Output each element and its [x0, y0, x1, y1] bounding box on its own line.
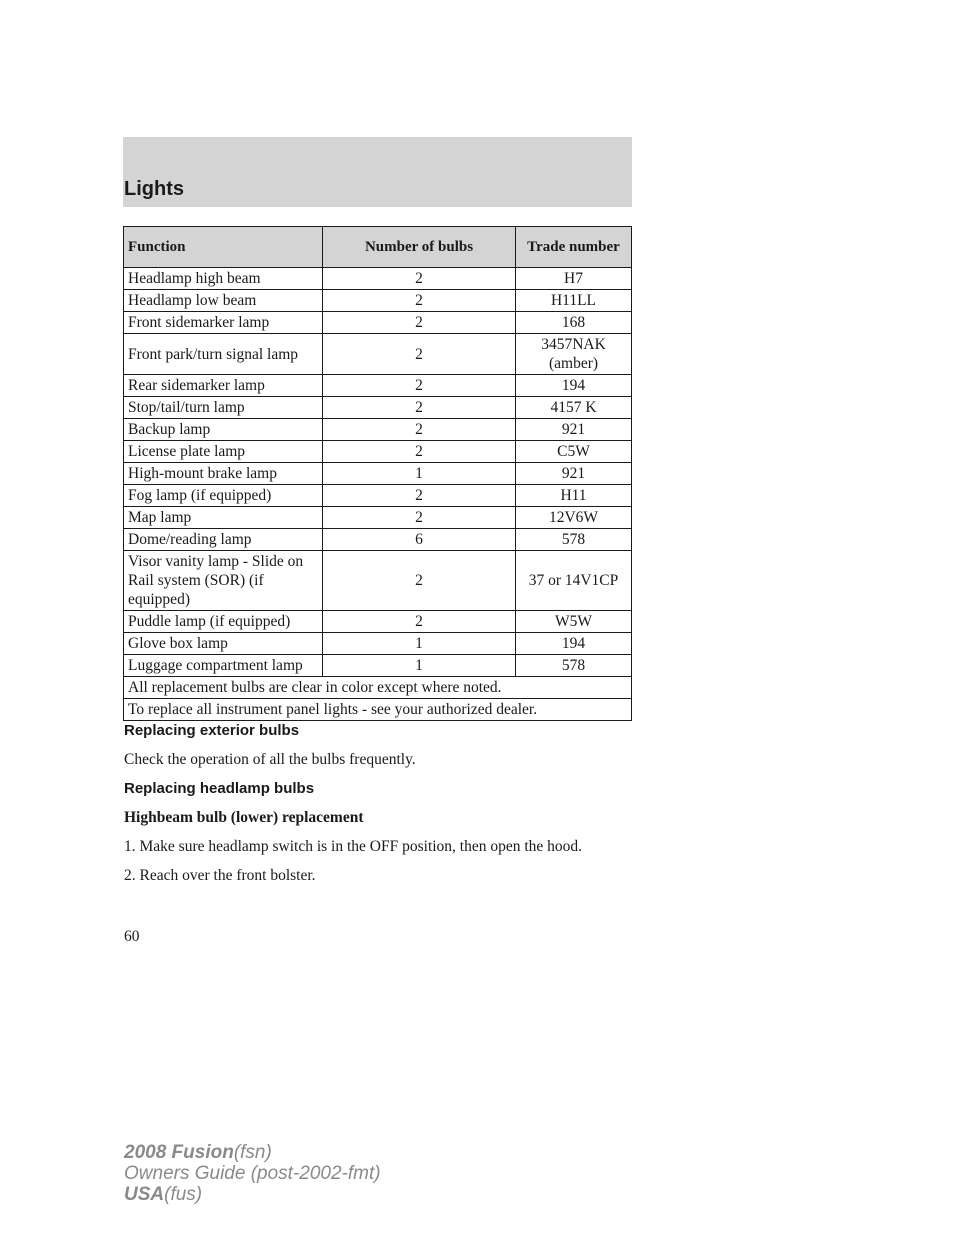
table-row [124, 441, 632, 463]
table-row [124, 334, 632, 375]
cell-function: Headlamp low beam [124, 290, 323, 312]
cell-trade: W5W [516, 611, 632, 633]
heading-exterior-bulbs: Replacing exterior bulbs [124, 722, 300, 739]
table-row [124, 375, 632, 397]
table-row [124, 463, 632, 485]
paragraph-exterior: Check the operation of all the bulbs frequently. [124, 751, 416, 768]
cell-function: Fog lamp (if equipped) [124, 485, 323, 507]
cell-function: License plate lamp [124, 441, 323, 463]
cell-function: Backup lamp [124, 419, 323, 441]
cell-trade: 921 [516, 419, 632, 441]
table-note-row [124, 677, 632, 699]
section-title: Lights [124, 178, 184, 200]
footer-market-code: (fus) [164, 1184, 203, 1205]
cell-bulbs: 2 [323, 334, 516, 375]
table-row [124, 397, 632, 419]
cell-trade: H11 [516, 485, 632, 507]
cell-function: Luggage compartment lamp [124, 655, 323, 677]
table-row [124, 419, 632, 441]
table-row [124, 268, 632, 290]
table-body [124, 268, 632, 677]
cell-trade: 3457NAK (amber) [516, 334, 632, 375]
heading-headlamp-bulbs: Replacing headlamp bulbs [124, 780, 315, 797]
footer-market: USA [124, 1184, 165, 1205]
table-row [124, 633, 632, 655]
cell-function: Rear sidemarker lamp [124, 375, 323, 397]
cell-bulbs: 1 [323, 463, 516, 485]
cell-function: Front sidemarker lamp [124, 312, 323, 334]
cell-function: Headlamp high beam [124, 268, 323, 290]
cell-trade: H11LL [516, 290, 632, 312]
header-trade: Trade number [516, 227, 632, 268]
table-row [124, 655, 632, 677]
cell-trade: 578 [516, 529, 632, 551]
bulb-table [123, 226, 632, 721]
note-instrument-panel: To replace all instrument panel lights - see your authorized dealer. [124, 699, 632, 721]
table-row [124, 551, 632, 611]
footer-model: 2008 Fusion [124, 1142, 234, 1163]
table-row [124, 611, 632, 633]
header-bulbs: Number of bulbs [323, 227, 516, 268]
cell-trade: 921 [516, 463, 632, 485]
page-number: 60 [124, 928, 140, 945]
cell-bulbs: 2 [323, 419, 516, 441]
cell-function: Front park/turn signal lamp [124, 334, 323, 375]
cell-trade: 194 [516, 633, 632, 655]
cell-function: Visor vanity lamp - Slide on Rail system (SOR) (if equipped) [124, 551, 323, 611]
cell-function: High-mount brake lamp [124, 463, 323, 485]
cell-bulbs: 2 [323, 290, 516, 312]
body-content [124, 721, 644, 895]
cell-function: Glove box lamp [124, 633, 323, 655]
cell-bulbs: 2 [323, 397, 516, 419]
cell-bulbs: 2 [323, 441, 516, 463]
cell-bulbs: 2 [323, 312, 516, 334]
cell-bulbs: 1 [323, 655, 516, 677]
step-2: 2. Reach over the front bolster. [124, 867, 316, 884]
cell-bulbs: 2 [323, 611, 516, 633]
cell-trade: 194 [516, 375, 632, 397]
footer [124, 1142, 381, 1205]
cell-bulbs: 6 [323, 529, 516, 551]
note-clear-color: All replacement bulbs are clear in color except where noted. [124, 677, 632, 699]
table-row [124, 529, 632, 551]
cell-function: Map lamp [124, 507, 323, 529]
header-function: Function [124, 227, 323, 268]
cell-bulbs: 2 [323, 485, 516, 507]
cell-bulbs: 2 [323, 268, 516, 290]
cell-trade: 4157 K [516, 397, 632, 419]
cell-function: Puddle lamp (if equipped) [124, 611, 323, 633]
cell-function: Dome/reading lamp [124, 529, 323, 551]
footer-line-3 [124, 1184, 381, 1205]
cell-bulbs: 2 [323, 375, 516, 397]
cell-bulbs: 2 [323, 551, 516, 611]
table-row [124, 290, 632, 312]
cell-trade: 12V6W [516, 507, 632, 529]
table-row [124, 312, 632, 334]
table-header-row [124, 227, 632, 268]
footer-line-2: Owners Guide (post-2002-fmt) [124, 1163, 381, 1184]
cell-trade: C5W [516, 441, 632, 463]
section-header-band [123, 137, 632, 207]
cell-trade: 168 [516, 312, 632, 334]
footer-line-1 [124, 1142, 381, 1163]
heading-highbeam-replacement: Highbeam bulb (lower) replacement [124, 809, 364, 826]
cell-bulbs: 1 [323, 633, 516, 655]
table-row [124, 485, 632, 507]
table-note-row [124, 699, 632, 721]
cell-function: Stop/tail/turn lamp [124, 397, 323, 419]
table-row [124, 507, 632, 529]
step-1: 1. Make sure headlamp switch is in the OFF position, then open the hood. [124, 838, 583, 855]
cell-trade: H7 [516, 268, 632, 290]
footer-model-code: (fsn) [233, 1142, 272, 1163]
cell-trade: 37 or 14V1CP [516, 551, 632, 611]
cell-bulbs: 2 [323, 507, 516, 529]
cell-trade: 578 [516, 655, 632, 677]
